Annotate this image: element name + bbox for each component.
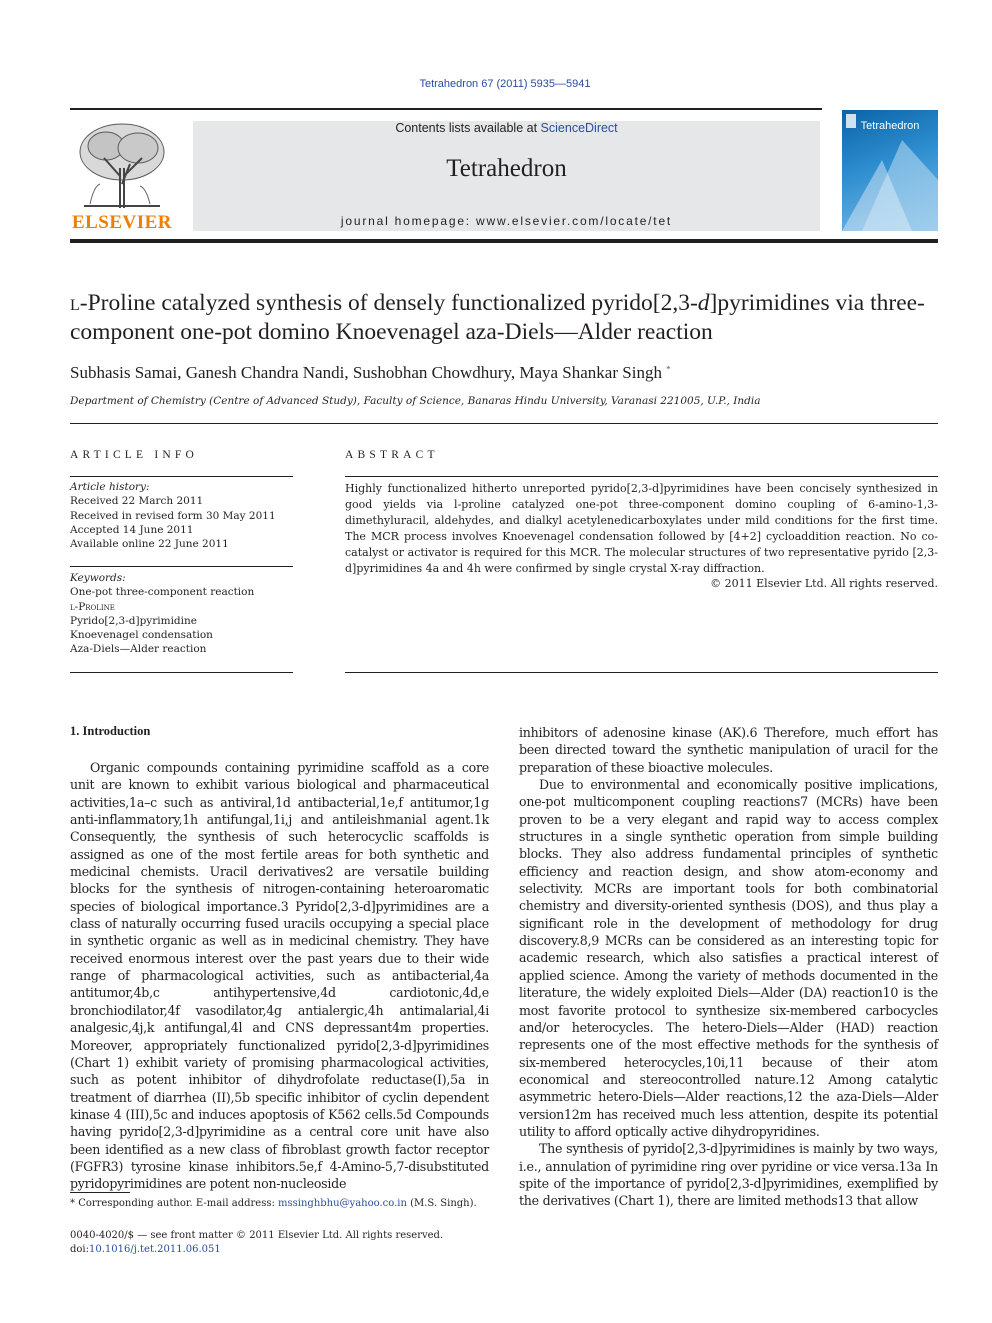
intro-paragraph-1: Organic compounds containing pyrimidine scaffold as a core unit are known to exhibit various biological and pharmaceutical activities,1a–c such as antiviral,1d antibacterial,1e,f antitumor,1g anti-inflammatory,1h antifungal,1i,j and antileishmanial agent.1k Consequently, the synthesis of such heterocyclic scaffolds is assigned as one of the most fertile areas for both synthetic and medicinal chemists. Uracil derivatives2 are versatile building blocks for the synthesis of nitrogen-containing heteroaromatic species of biological importance.3 Pyrido[2,3-d]pyrimidines are a class of naturally occurring fused uracils occupying a special place in synthetic organic as well as in medicinal chemistry. They have received enormous interest over the past years due to their wide range of pharmacological activities, such as antibacterial,4a antitumor,4b,c antihypertensive,4d cardiotonic,4d,e bronchiodilator,4f vasodilator,4g antialergic,4h antimalarial,4i analgesic,4j,k antifungal,4l and CNS depressant4m properties. Moreover, appropriately functionalized pyrido[2,3-d]pyrimidines (Chart 1) exhibit variety of promising pharmacological activities, such as potent inhibitor of dihydrofolate reductase(I),5a in treatment of diarrhea (II),5b specific inhibitor of cyclin dependent kinase 4 (III),5c and induces apoptosis of K562 cells.5d Compounds having pyrido[2,3-d]pyrimidine as a central core unit have also been identified as a new class of fibroblast growth factor receptor (FGFR3) tyrosine kinase inhibitors.5e,f 4-Amino-5,7-disubstituted pyridopyrimidines are potent non-nucleoside <box>70 760 489 1192</box>
contents-line <box>193 121 820 135</box>
journal-cover-image <box>842 110 938 231</box>
author-list <box>70 363 950 383</box>
history-revised: Received in revised form 30 May 2011 <box>70 509 276 522</box>
body-column-right <box>519 724 938 1210</box>
email-link[interactable]: mssinghbhu@yahoo.co.in <box>278 1198 407 1209</box>
footnote-text: Corresponding author. E-mail address: <box>78 1198 275 1209</box>
article-info-bottom-rule <box>70 672 293 673</box>
sciencedirect-link[interactable]: ScienceDirect <box>540 121 618 135</box>
keyword-item: l-Proline <box>70 600 115 613</box>
title-rule <box>70 423 938 424</box>
footnote-mark: * <box>70 1198 75 1209</box>
journal-citation[interactable]: Tetrahedron 67 (2011) 5935—5941 <box>419 78 591 90</box>
title-italic: d <box>697 290 710 316</box>
history-received: Received 22 March 2011 <box>70 495 204 508</box>
tree-icon <box>70 118 174 210</box>
intro-paragraph-3: The synthesis of pyrido[2,3-d]pyrimidines is mainly by two ways, i.e., annulation of pyrimidine ring over pyridine or vice versa.13a In spite of the importance of pyrido[2,3-d]pyrimidines, exemplified by the derivatives (Chart 1), there are limited methods13 that allow <box>519 1141 938 1209</box>
imprint <box>70 1229 490 1257</box>
cover-title: Tetrahedron <box>860 120 920 132</box>
journal-homepage-link[interactable]: journal homepage: www.elsevier.com/locate/tet <box>340 214 673 228</box>
keywords-rule <box>70 566 293 567</box>
title-end: ]pyrimidines via three-component one-pot domino Knoevenagel aza-Diels—Alder reaction <box>70 290 925 345</box>
abstract-text: Highly functionalized hitherto unreported pyrido[2,3-d]pyrimidines have been concisely synthesized in good yields via l-proline catalyzed one-pot three-component domino coupling of 6-amino-1,3-dimethyluracil, aldehydes, and dialkyl acetylenedicarboxylates under mild conditions for the first time. The MCR process involves Knoevenagel condensation followed by [4+2] cycloaddition reaction. No co-catalyst or activator is required for this MCR. The molecular structures of two representative pyrido [2,3-d]pyrimidines 4a and 4h were confirmed by single crystal X-ray diffraction. <box>345 482 938 575</box>
doi-line <box>70 1243 490 1257</box>
affiliation: Department of Chemistry (Centre of Advanced Study), Faculty of Science, Banaras Hindu University, Varanasi 221005, U.P., India <box>70 395 761 407</box>
issn-line: 0040-4020/$ — see front matter © 2011 Elsevier Ltd. All rights reserved. <box>70 1230 444 1241</box>
elsevier-wordmark: ELSEVIER <box>71 212 173 233</box>
intro-paragraph-1-continued: inhibitors of adenosine kinase (AK).6 Therefore, much effort has been directed toward the synthetic manipulation of uracil for the preparation of these bioactive molecules. <box>519 725 938 775</box>
footnote-rule <box>70 1192 130 1193</box>
abstract-copyright: © 2011 Elsevier Ltd. All rights reserved. <box>710 577 938 590</box>
title-main: -Proline catalyzed synthesis of densely functionalized pyrido[2,3- <box>79 290 698 316</box>
header-thick-rule <box>70 239 938 243</box>
title-prefix: l <box>70 290 80 316</box>
journal-title: Tetrahedron <box>446 155 567 182</box>
keyword-item: Knoevenagel condensation <box>70 629 213 642</box>
corresponding-author-mark[interactable]: * <box>666 363 671 374</box>
doi-link[interactable]: 10.1016/j.tet.2011.06.051 <box>89 1244 221 1255</box>
abstract-rule <box>345 476 938 477</box>
article-info-heading: ARTICLE INFO <box>70 449 198 461</box>
history-online: Available online 22 June 2011 <box>70 538 229 551</box>
keyword-item: Aza-Diels—Alder reaction <box>70 643 207 656</box>
footnote-end: (M.S. Singh). <box>410 1198 477 1209</box>
article-info-rule <box>70 476 293 477</box>
history-label: Article history: <box>70 481 150 493</box>
keyword-item: One-pot three-component reaction <box>70 586 255 599</box>
abstract-bottom-rule <box>345 672 938 673</box>
body-column-left <box>70 759 489 1193</box>
header-rule <box>70 108 822 110</box>
article-title <box>70 289 950 347</box>
intro-paragraph-2: Due to environmental and economically positive implications, one-pot multicomponent coupling reactions7 (MCRs) have been proven to be a very elegant and rapid way to access complex structures in a single synthetic operation from simple building blocks. They also address fundamental principles of synthetic efficiency and reaction design, and show atom-economy and selectivity. MCRs are important tools for both combinatorial chemistry and diversity-oriented synthesis (DOS), and thus play a significant role in the development of methodology for drug discovery.8,9 MCRs can be considered as an interesting topic for academic research, which also satisfies a practical interest of applied science. Among the variety of methods documented in the literature, the widely exploited Diels—Alder (DA) reaction10 is the most favorite protocol to synthesize six-membered carbocycles and/or heterocycles. The hetero-Diels—Alder (HAD) reaction represents one of the most effective methods for the synthesis of six-membered heterocycles,10i,11 because of their atom economical and stereocontrolled nature.12 Among catalytic asymmetric hetero-Diels—Alder reactions,12 the aza-Diels—Alder version12m has received much less attention, despite its potential utility to afford optically active dihydropyridines. <box>519 777 938 1139</box>
history-accepted: Accepted 14 June 2011 <box>70 523 194 536</box>
authors-text: Subhasis Samai, Ganesh Chandra Nandi, Sushobhan Chowdhury, Maya Shankar Singh <box>70 363 662 382</box>
keyword-item: Pyrido[2,3-d]pyrimidine <box>70 614 197 627</box>
abstract-heading: ABSTRACT <box>345 449 439 461</box>
keywords-label: Keywords: <box>70 572 126 584</box>
contents-prefix: Contents lists available at <box>395 121 538 135</box>
doi-label: doi: <box>70 1244 89 1255</box>
section-heading-introduction: 1. Introduction <box>70 724 151 738</box>
corresponding-author-footnote <box>70 1198 490 1209</box>
article-history <box>70 480 293 551</box>
keywords-block <box>70 571 293 657</box>
